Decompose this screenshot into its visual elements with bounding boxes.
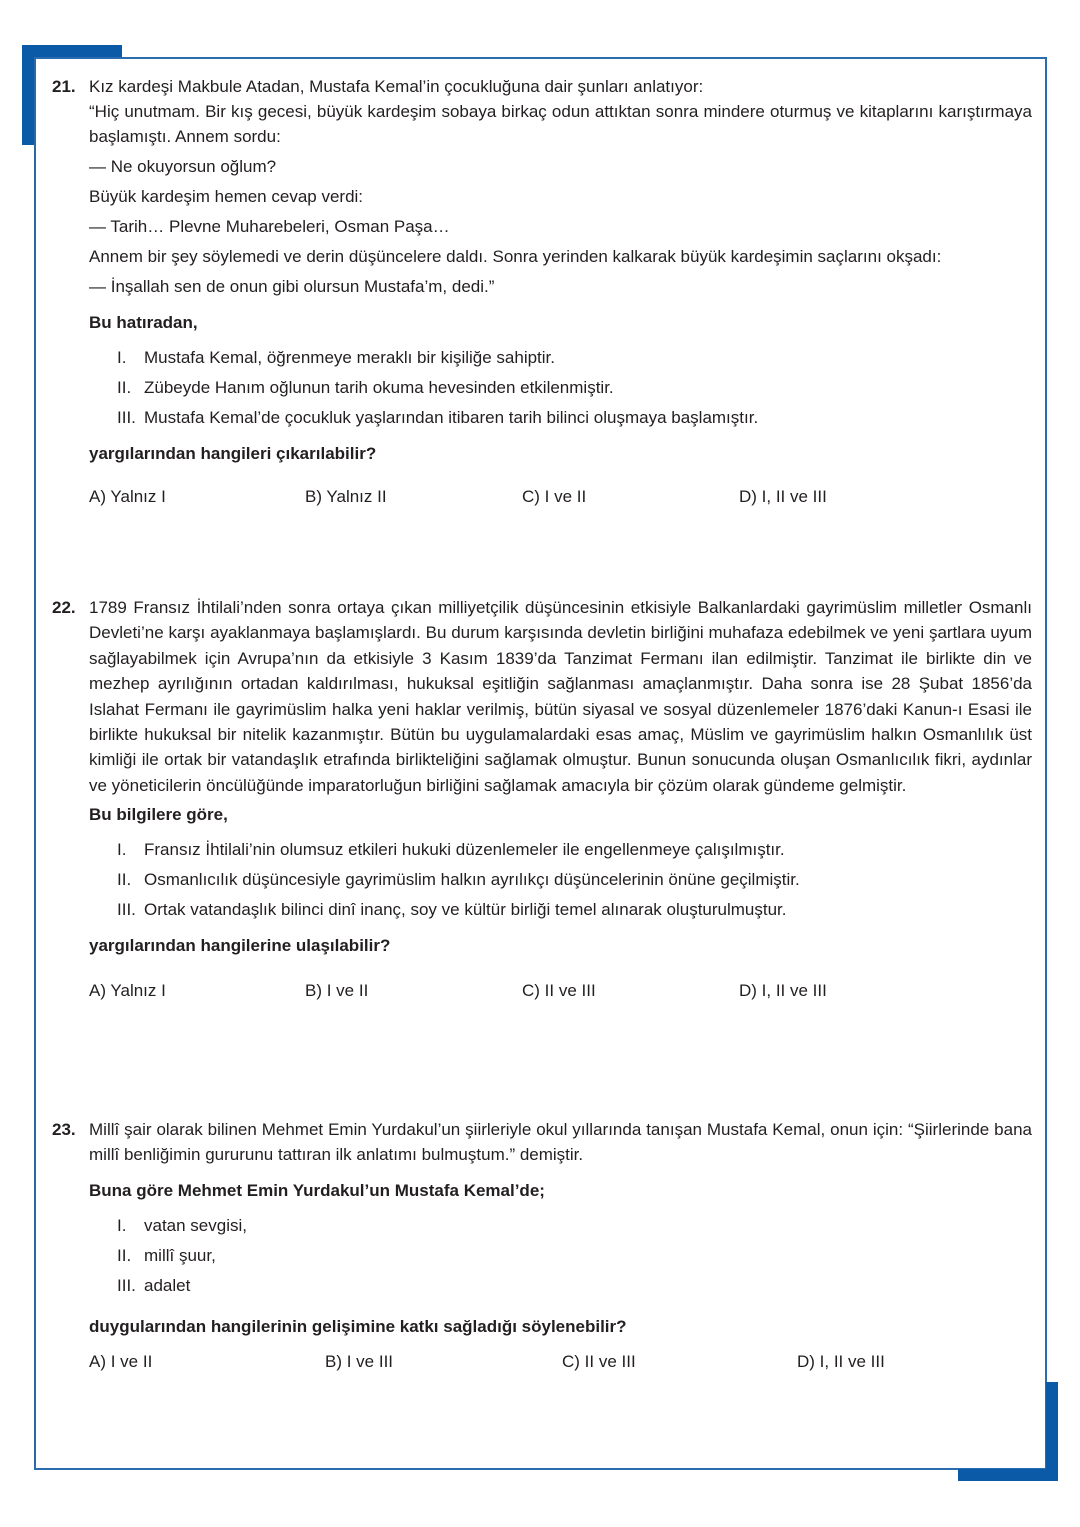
question-21 xyxy=(52,74,1032,509)
statement-numeral: I. xyxy=(117,348,127,367)
question-lead: Bu bilgilere göre, xyxy=(89,805,228,825)
statement-text: Mustafa Kemal’de çocukluk yaşlarından itibaren tarih bilinci oluşmaya başlamıştır. xyxy=(144,408,759,427)
question-lead: Bu hatıradan, xyxy=(89,313,198,332)
question-prompt: yargılarından hangileri çıkarılabilir? xyxy=(89,444,377,463)
question-passage: 1789 Fransız İhtilali’nden sonra ortaya çıkan milliyetçilik düşüncesinin etkisiyle Balkanlardaki gayrimüslim milletler Osmanlı Devleti’ne karşı ayaklanmaya başlamışlardı. Bu durum karşısında devletin birliğini muhafaza edebilmek ve yeni şartlara uyum sağlayabilmek için Avrupa’nın da etkisiyle 3 Kasım 1839’da Tanzimat Fermanı ilan edilmiştir. Tanzimat ile birlikte din ve mezhep ayrılığının ortadan kaldırılması, hukuksal eşitliğin sağlanması amaçlanmıştır. Daha sonra ise 28 Şubat 1856’da Islahat Fermanı ile gayrimüslim halka yeni haklar verilmiş, bütün siyasal ve sosyal düzenlemeler 1876’daki Kanun-ı Esasi ile birlikte hukuksal bir nitelik kazanmıştır. Bütün bu uygulamalardaki esas amaç, Müslim ve gayrimüslim halkın Osmanlılık üst kimliği ile ortak bir vatandaşlık etrafında birlikteliğini sağlamak olmuştur. Bunun sonucunda oluşan Osmanlıcılık fikri, aydınlar ve yöneticilerin öncülüğünde imparatorluğun birliğini sağlamak amacıyla bir çözüm olarak gündeme gelmiştir. xyxy=(89,598,1032,795)
statement-item xyxy=(89,345,1032,370)
statement-item xyxy=(89,1243,1032,1268)
statement-item xyxy=(89,837,1032,862)
question-lead: Buna göre Mehmet Emin Yurdakul’un Mustafa Kemal’de; xyxy=(89,1181,545,1200)
corner-accent-top-left xyxy=(22,45,122,57)
statement-text: millî şuur, xyxy=(144,1246,216,1265)
answer-options xyxy=(89,978,1032,1003)
statement-numeral: III. xyxy=(117,408,136,427)
option-c[interactable]: C) II ve III xyxy=(522,981,596,1001)
statement-item xyxy=(89,867,1032,892)
statement-numeral: I. xyxy=(117,1216,127,1235)
statement-item xyxy=(89,375,1032,400)
option-d[interactable]: D) I, II ve III xyxy=(739,487,827,506)
statement-item xyxy=(89,1273,1032,1298)
statement-text: Ortak vatandaşlık bilinci dinî inanç, soy ve kültür birliği temel alınarak oluşturulmuştur. xyxy=(144,900,787,920)
statement-numeral: III. xyxy=(117,900,136,920)
option-d[interactable]: D) I, II ve III xyxy=(739,981,827,1001)
option-a[interactable]: A) I ve II xyxy=(89,1352,153,1371)
option-a[interactable]: A) Yalnız I xyxy=(89,487,166,506)
option-b[interactable]: B) I ve III xyxy=(325,1352,394,1371)
passage-line: “Hiç unutmam. Bir kış gecesi, büyük kardeşim sobaya birkaç odun attıktan sonra mindere oturmuş ve kitaplarını karıştırmaya başlamıştı. Annem sordu: xyxy=(89,102,1032,146)
statement-item xyxy=(89,1213,1032,1238)
passage-line: — Tarih… Plevne Muharebeleri, Osman Paşa… xyxy=(89,217,450,236)
statement-text: adalet xyxy=(144,1276,191,1295)
passage-line: — İnşallah sen de onun gibi olursun Mustafa’m, dedi.” xyxy=(89,277,495,296)
question-intro: Kız kardeşi Makbule Atadan, Mustafa Kemal’in çocukluğuna dair şunları anlatıyor: xyxy=(89,77,704,96)
answer-options xyxy=(89,1349,1032,1374)
statement-numeral: II. xyxy=(117,378,132,397)
answer-options xyxy=(89,484,1032,509)
statement-text: Zübeyde Hanım oğlunun tarih okuma hevesinden etkilenmiştir. xyxy=(144,378,614,397)
statement-text: Mustafa Kemal, öğrenmeye meraklı bir kişiliğe sahiptir. xyxy=(144,348,555,367)
option-b[interactable]: B) I ve II xyxy=(305,981,369,1001)
passage-line: Annem bir şey söylemedi ve derin düşüncelere daldı. Sonra yerinden kalkarak büyük kardeşimin saçlarını okşadı: xyxy=(89,247,942,266)
corner-accent-bottom-right-vertical xyxy=(1046,1382,1058,1481)
statement-numeral: III. xyxy=(117,1276,136,1295)
question-number: 22. xyxy=(52,598,76,617)
statement-numeral: II. xyxy=(117,870,132,890)
corner-accent-top-left-vertical xyxy=(22,45,34,145)
passage-line: — Ne okuyorsun oğlum? xyxy=(89,157,277,176)
option-b[interactable]: B) Yalnız II xyxy=(305,487,387,506)
statement-text: Osmanlıcılık düşüncesiyle gayrimüslim halkın ayrılıkçı düşüncelerinin önüne geçilmiştir. xyxy=(144,870,800,890)
passage-line: Büyük kardeşim hemen cevap verdi: xyxy=(89,187,364,206)
question-23 xyxy=(52,1117,1032,1374)
option-d[interactable]: D) I, II ve III xyxy=(797,1352,885,1371)
statement-numeral: I. xyxy=(117,840,127,860)
statement-text: Fransız İhtilali’nin olumsuz etkileri hukuki düzenlemeler ile engellenmeye çalışılmıştır. xyxy=(144,840,785,860)
question-prompt: yargılarından hangilerine ulaşılabilir? xyxy=(89,936,391,956)
statement-numeral: II. xyxy=(117,1246,132,1265)
statement-item xyxy=(89,405,1032,430)
question-passage: Millî şair olarak bilinen Mehmet Emin Yurdakul’un şiirleriyle okul yıllarında tanışan Mustafa Kemal, onun için: “Şiirlerinde bana millî benliğimin gururunu tattıran ilk anlatımı bulmuştum.” demiştir. xyxy=(89,1120,1032,1164)
question-prompt: duygularından hangilerinin gelişimine katkı sağladığı söylenebilir? xyxy=(89,1317,627,1336)
question-22 xyxy=(52,595,1032,1003)
statement-item xyxy=(89,897,1032,922)
option-c[interactable]: C) I ve II xyxy=(522,487,587,506)
corner-accent-bottom-right xyxy=(958,1469,1058,1481)
option-c[interactable]: C) II ve III xyxy=(562,1352,636,1371)
question-number: 23. xyxy=(52,1120,76,1139)
option-a[interactable]: A) Yalnız I xyxy=(89,981,166,1001)
question-number: 21. xyxy=(52,77,76,96)
statement-text: vatan sevgisi, xyxy=(144,1216,247,1235)
